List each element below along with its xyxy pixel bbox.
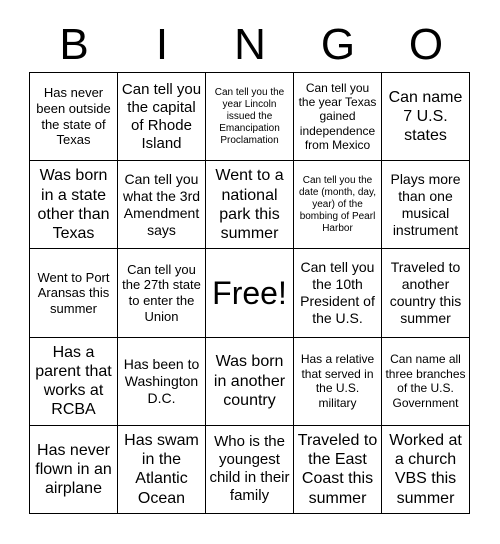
bingo-cell-n5[interactable]: Who is the youngest child in their family bbox=[206, 426, 294, 514]
bingo-cell-o3[interactable]: Traveled to another country this summer bbox=[382, 249, 470, 337]
bingo-cell-b2[interactable]: Was born in a state other than Texas bbox=[30, 161, 118, 249]
header-letter-o: O bbox=[408, 20, 444, 69]
free-space[interactable]: Free! bbox=[206, 249, 294, 337]
bingo-cell-i4[interactable]: Has been to Washington D.C. bbox=[118, 338, 206, 426]
bingo-cell-i1[interactable]: Can tell you the capital of Rhode Island bbox=[118, 73, 206, 161]
bingo-cell-g3[interactable]: Can tell you the 10th President of the U.S. bbox=[294, 249, 382, 337]
bingo-cell-i3[interactable]: Can tell you the 27th state to enter the Union bbox=[118, 249, 206, 337]
header-letter-i: I bbox=[155, 20, 169, 69]
bingo-cell-i5[interactable]: Has swam in the Atlantic Ocean bbox=[118, 426, 206, 514]
bingo-header bbox=[30, 18, 470, 72]
bingo-cell-g4[interactable]: Has a relative that served in the U.S. military bbox=[294, 338, 382, 426]
bingo-cell-o5[interactable]: Worked at a church VBS this summer bbox=[382, 426, 470, 514]
bingo-cell-n1[interactable]: Can tell you the year Lincoln issued the Emancipation Proclamation bbox=[206, 73, 294, 161]
bingo-cell-o1[interactable]: Can name 7 U.S. states bbox=[382, 73, 470, 161]
bingo-cell-b4[interactable]: Has a parent that works at RCBA bbox=[30, 338, 118, 426]
header-letter-n: N bbox=[234, 20, 266, 69]
bingo-cell-b5[interactable]: Has never flown in an airplane bbox=[30, 426, 118, 514]
bingo-cell-b1[interactable]: Has never been outside the state of Texas bbox=[30, 73, 118, 161]
header-letter-b: B bbox=[59, 20, 89, 69]
bingo-cell-o4[interactable]: Can name all three branches of the U.S. Government bbox=[382, 338, 470, 426]
bingo-cell-g2[interactable]: Can tell you the date (month, day, year) of the bombing of Pearl Harbor bbox=[294, 161, 382, 249]
bingo-grid bbox=[29, 72, 470, 514]
bingo-cell-i2[interactable]: Can tell you what the 3rd Amendment says bbox=[118, 161, 206, 249]
bingo-cell-o2[interactable]: Plays more than one musical instrument bbox=[382, 161, 470, 249]
bingo-cell-n2[interactable]: Went to a national park this summer bbox=[206, 161, 294, 249]
bingo-cell-g5[interactable]: Traveled to the East Coast this summer bbox=[294, 426, 382, 514]
bingo-cell-b3[interactable]: Went to Port Aransas this summer bbox=[30, 249, 118, 337]
header-letter-g: G bbox=[320, 20, 356, 69]
bingo-cell-g1[interactable]: Can tell you the year Texas gained independence from Mexico bbox=[294, 73, 382, 161]
bingo-cell-n4[interactable]: Was born in another country bbox=[206, 338, 294, 426]
